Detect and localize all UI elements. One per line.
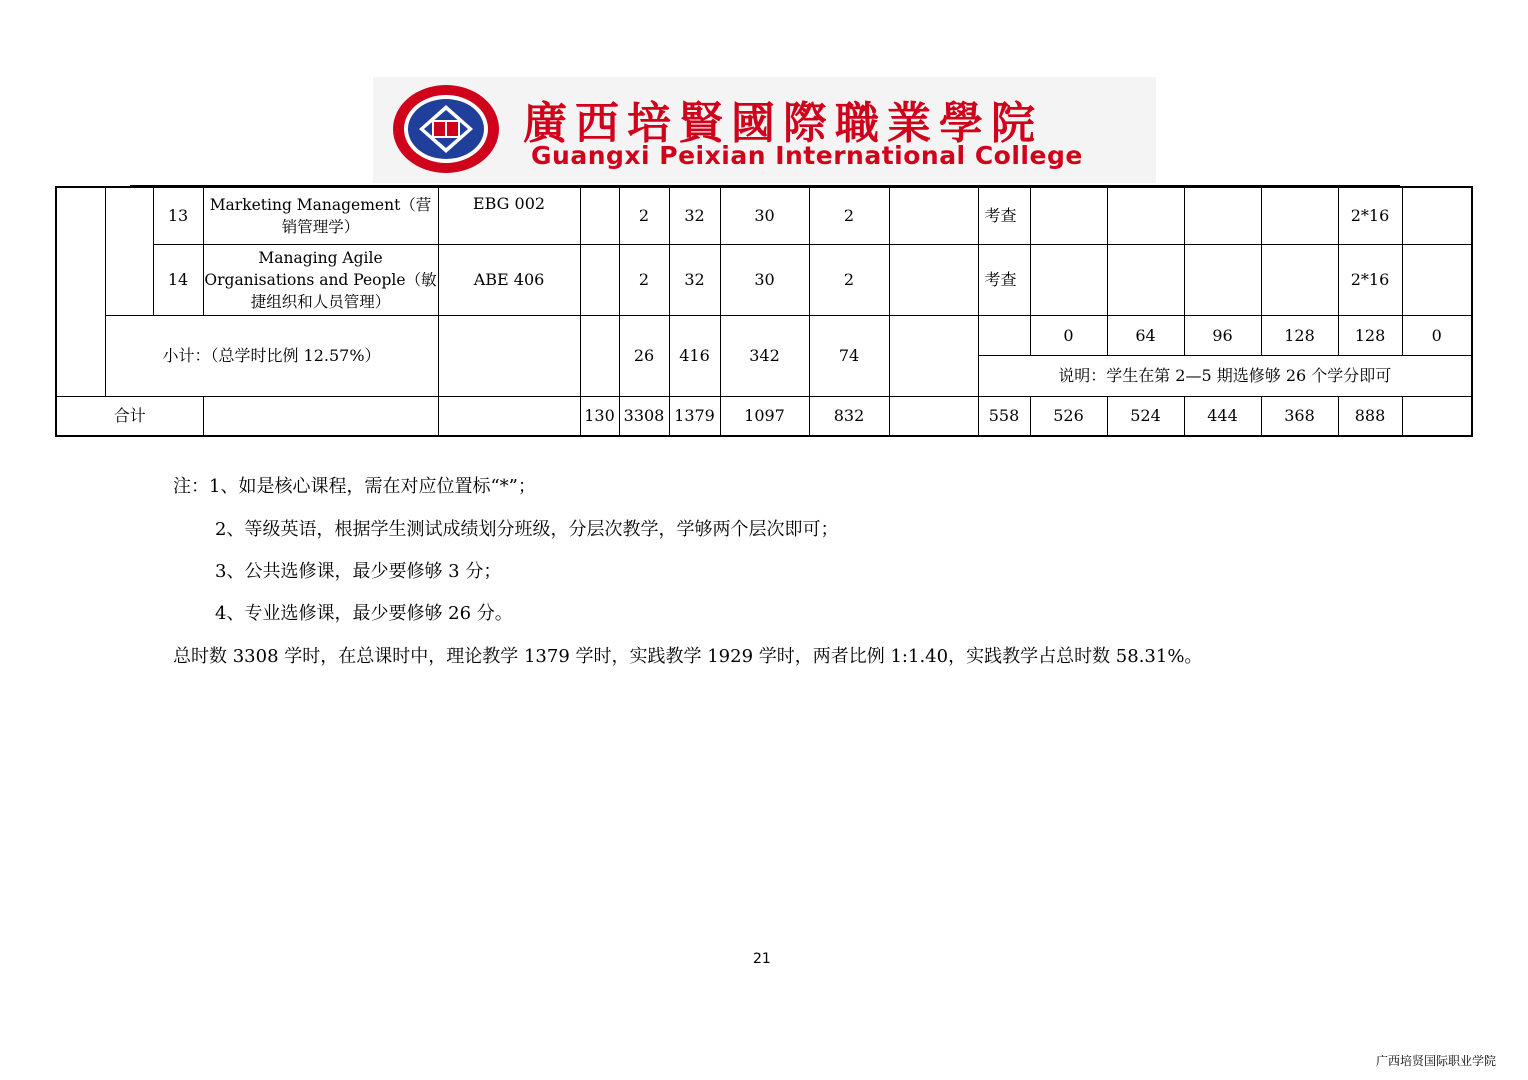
course-code: ABE 406 <box>438 244 580 315</box>
total-extra: 832 <box>809 396 889 436</box>
subtotal-semester-4: 128 <box>1261 315 1338 355</box>
subtotal-theory: 342 <box>720 315 809 396</box>
note-4: 4、专业选修课，最少要修够 26 分。 <box>215 603 513 624</box>
semester-5: 2*16 <box>1338 244 1402 315</box>
hours-summary: 总时数 3308 学时，在总课时中，理论教学 1379 学时，实践教学 1929 学时，两者比例 1:1.40，实践教学占总时数 58.31%。 <box>173 646 1203 667</box>
semester-6 <box>1402 244 1472 315</box>
total-semester-2: 526 <box>1030 396 1107 436</box>
course-extra <box>889 244 978 315</box>
course-assessment: 考查 <box>978 244 1030 315</box>
course-credits: 2 <box>619 244 669 315</box>
course-credits: 2 <box>619 187 669 244</box>
total-semester-3: 524 <box>1107 396 1184 436</box>
course-practice-hours: 2 <box>809 244 889 315</box>
semester-4 <box>1261 244 1338 315</box>
blank-cell <box>438 396 580 436</box>
table-row <box>56 187 1472 244</box>
note-1: 注：1、如是核心课程，需在对应位置标“*”； <box>173 476 536 497</box>
subtotal-label: 小计：（总学时比例 12.57%） <box>105 315 438 396</box>
semester-6 <box>1402 187 1472 244</box>
semester-2 <box>1107 244 1184 315</box>
blank-cell <box>889 315 978 396</box>
course-theory-hours: 30 <box>720 244 809 315</box>
total-label: 合计 <box>56 396 203 436</box>
subtotal-semester-1: 0 <box>1030 315 1107 355</box>
blank-cell <box>580 187 619 244</box>
semester-5: 2*16 <box>1338 187 1402 244</box>
course-assessment: 考查 <box>978 187 1030 244</box>
college-header-banner <box>373 77 1156 183</box>
category-cell <box>56 187 105 396</box>
subtotal-hours: 416 <box>669 315 720 396</box>
college-name-english: Guangxi Peixian International College <box>531 141 1083 170</box>
subtotal-semester-6: 0 <box>1402 315 1472 355</box>
blank-cell <box>889 396 978 436</box>
course-hours: 32 <box>669 187 720 244</box>
blank-cell <box>203 396 438 436</box>
total-semester-4: 444 <box>1184 396 1261 436</box>
course-number: 13 <box>153 187 203 244</box>
note-3: 3、公共选修课，最少要修够 3 分； <box>215 561 502 582</box>
total-credits: 130 <box>580 396 619 436</box>
footer-college-name: 广西培贤国际职业学院 <box>1376 1054 1497 1068</box>
course-practice-hours: 2 <box>809 187 889 244</box>
subtotal-semester-3: 96 <box>1184 315 1261 355</box>
subtotal-practice: 74 <box>809 315 889 396</box>
course-extra <box>889 187 978 244</box>
subtotal-credits: 26 <box>619 315 669 396</box>
semester-3 <box>1184 187 1261 244</box>
college-name-chinese: 廣西培賢國際職業學院 <box>523 98 1043 149</box>
course-code: EBG 002 <box>438 187 580 244</box>
curriculum-table <box>55 186 1473 437</box>
subcategory-cell <box>105 187 153 315</box>
total-row <box>56 396 1472 436</box>
subtotal-row <box>56 315 1472 355</box>
total-practice: 1097 <box>720 396 809 436</box>
total-semester-6: 888 <box>1338 396 1402 436</box>
subtotal-semester-2: 64 <box>1107 315 1184 355</box>
semester-4 <box>1261 187 1338 244</box>
blank-cell <box>580 244 619 315</box>
table-row <box>56 244 1472 315</box>
course-number: 14 <box>153 244 203 315</box>
semester-1 <box>1030 244 1107 315</box>
blank-cell <box>580 315 619 396</box>
semester-2 <box>1107 187 1184 244</box>
course-theory-hours: 30 <box>720 187 809 244</box>
subtotal-semester-5: 128 <box>1338 315 1402 355</box>
blank-cell <box>438 315 580 396</box>
course-name: Marketing Management（营销管理学） <box>203 187 438 244</box>
total-hours: 3308 <box>619 396 669 436</box>
semester-1 <box>1030 187 1107 244</box>
course-name: Managing Agile Organisations and People（敏捷组织和人员管理） <box>203 244 438 315</box>
note-2: 2、等级英语，根据学生测试成绩划分班级，分层次教学，学够两个层次即可； <box>215 519 839 540</box>
elective-note: 说明：学生在第 2—5 期选修够 26 个学分即可 <box>978 355 1472 396</box>
total-theory: 1379 <box>669 396 720 436</box>
blank-cell <box>978 315 1030 355</box>
course-hours: 32 <box>669 244 720 315</box>
total-semester-5: 368 <box>1261 396 1338 436</box>
total-semester-1: 558 <box>978 396 1030 436</box>
semester-3 <box>1184 244 1261 315</box>
college-seal-icon <box>391 83 501 175</box>
page-number: 21 <box>753 951 771 967</box>
